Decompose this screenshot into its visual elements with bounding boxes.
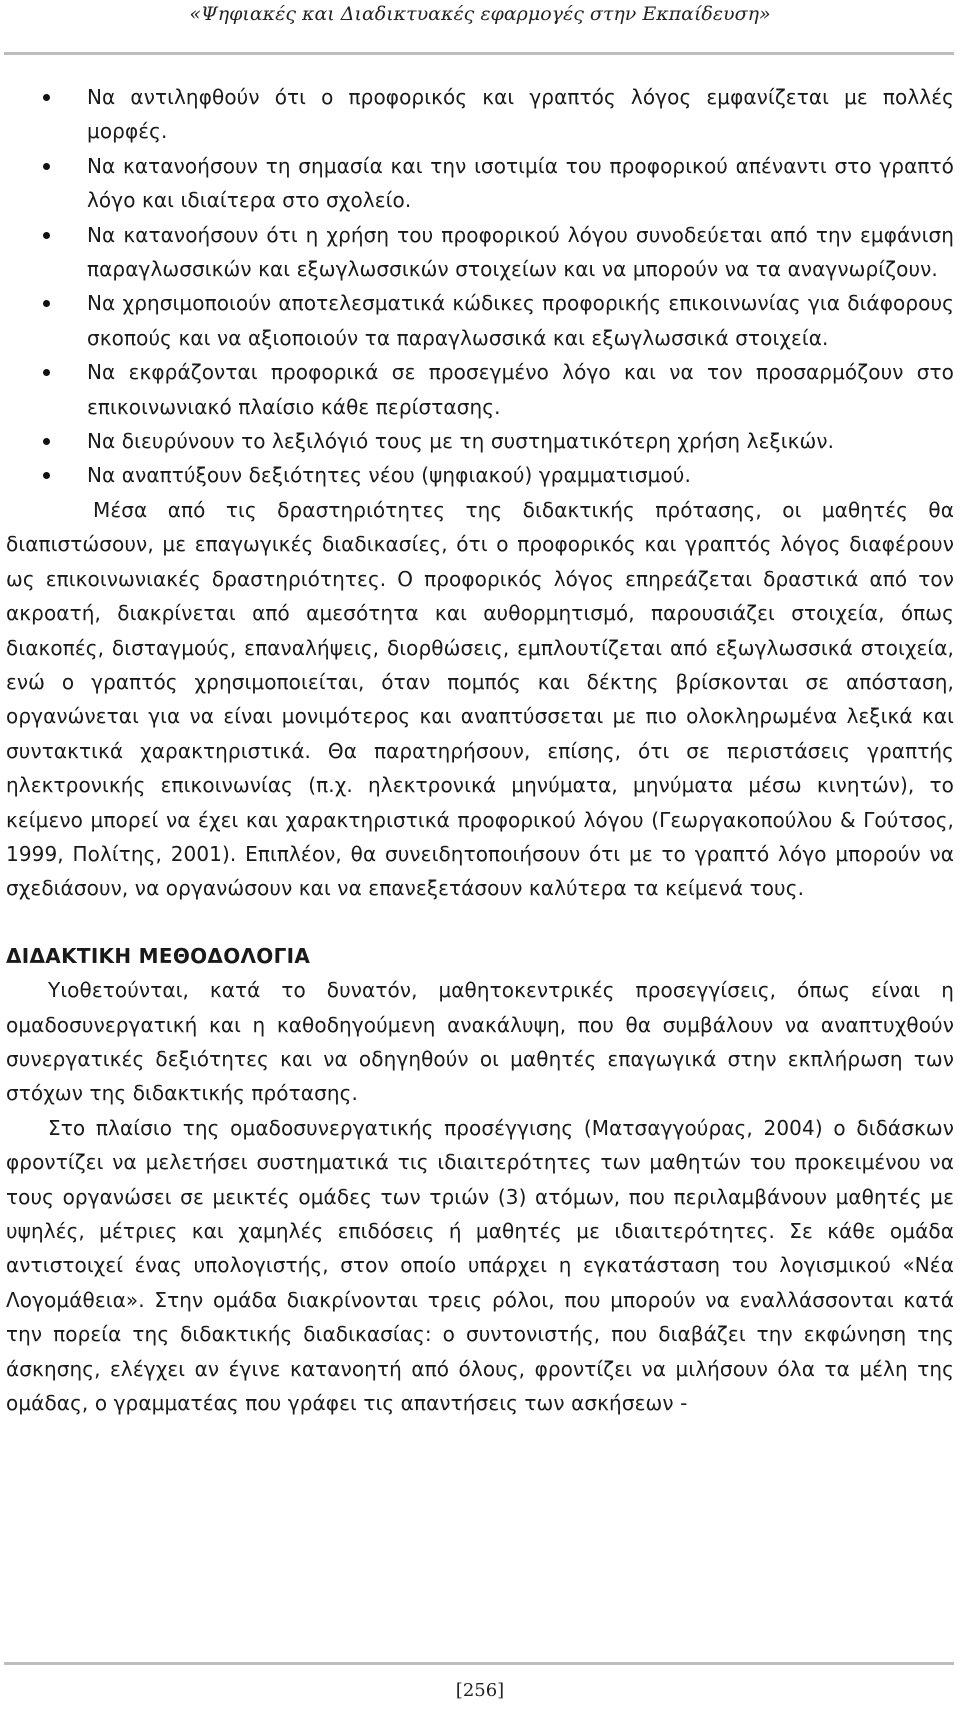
bullet-icon bbox=[43, 369, 50, 376]
list-item bbox=[6, 355, 954, 424]
page-number: [256] bbox=[455, 1680, 505, 1701]
list-item bbox=[6, 458, 954, 492]
bullet-icon bbox=[43, 472, 50, 479]
list-item-text: Να αντιληφθούν ότι ο προφορικός και γραπτός λόγος εμφανίζεται με πολλές μορφές. bbox=[87, 85, 954, 144]
page-content bbox=[6, 80, 954, 1420]
list-item-text: Να διευρύνουν το λεξιλόγιό τους με τη συστηματικότερη χρήση λεξικών. bbox=[87, 429, 835, 454]
bullet-icon bbox=[43, 300, 50, 307]
footer-divider bbox=[4, 1662, 954, 1665]
list-item bbox=[6, 218, 954, 287]
bullet-icon bbox=[43, 163, 50, 170]
list-item bbox=[6, 286, 954, 355]
header-divider bbox=[4, 52, 954, 55]
list-item-text: Να αναπτύξουν δεξιότητες νέου (ψηφιακού) γραμματισμού. bbox=[87, 463, 691, 488]
intro-paragraph: Μέσα από τις δραστηριότητες της διδακτικής πρότασης, οι μαθητές θα διαπιστώσουν, με επαγωγικές διαδικασίες, ότι ο προφορικός και γραπτός λόγος διαφέρουν ως επικοινωνιακές δραστηριότητες. Ο προφορικός λόγος επηρεάζεται δραστικά από τον ακροατή, διακρίνεται από αμεσότητα και αυθορμητισμό, παρουσιάζει στοιχεία, όπως διακοπές, δισταγμούς, επαναλήψεις, διορθώσεις, εμπλουτίζεται από εξωγλωσσικά στοιχεία, ενώ ο γραπτός χρησιμοποιείται, όταν πομπός και δέκτης βρίσκονται σε απόσταση, οργανώνεται για να είναι μονιμότερος και αναπτύσσεται με πιο ολοκληρωμένα λεξικά και συντακτικά χαρακτηριστικά. Θα παρατηρήσουν, επίσης, ότι σε περιστάσεις γραπτής ηλεκτρονικής επικοινωνίας (π.χ. ηλεκτρονικά μηνύματα, μηνύματα μέσω κινητών), το κείμενο μπορεί να έχει και χαρακτηριστικά προφορικού λόγου (Γεωργακοπούλου & Γούτσος, 1999, Πολίτης, 2001). Επιπλέον, θα συνειδητοποιήσουν ότι με το γραπτό λόγο μπορούν να σχεδιάσουν, να οργανώσουν και να επανεξετάσουν καλύτερα τα κείμενά τους. bbox=[6, 497, 954, 901]
page-header bbox=[0, 0, 960, 56]
bullet-icon bbox=[43, 438, 50, 445]
list-item bbox=[6, 80, 954, 149]
list-item bbox=[6, 149, 954, 218]
list-item-text: Να κατανοήσουν τη σημασία και την ισοτιμία του προφορικού απέναντι στο γραπτό λόγο και ιδιαίτερα στο σχολείο. bbox=[87, 153, 954, 213]
list-item-text: Να κατανοήσουν ότι η χρήση του προφορικού λόγου συνοδεύεται από την εμφάνιση παραγλωσσικών και εξωγλωσσικών στοιχείων και να μπορούν να τα αναγνωρίζουν. bbox=[87, 222, 954, 282]
list-item-text: Να χρησιμοποιούν αποτελεσματικά κώδικες προφορικής επικοινωνίας για διάφορους σκοπούς και να αξιοποιούν τα παραγλωσσικά και εξωγλωσσικά στοιχεία. bbox=[87, 291, 954, 350]
running-header-title: «Ψηφιακές και Διαδικτυακές εφαρμογές στην Εκπαίδευση» bbox=[189, 3, 771, 25]
bullet-icon bbox=[43, 94, 50, 101]
bullet-icon bbox=[43, 232, 50, 239]
methodology-paragraph-2: Στο πλαίσιο της ομαδοσυνεργατικής προσέγγισης (Ματσαγγούρας, 2004) ο διδάσκων φροντίζει να μελετήσει συστηματικά τις ιδιαιτερότητες των μαθητών του προκειμένου να τους οργανώσει σε μεικτές ομάδες των τριών (3) ατόμων, που περιλαμβάνουν μαθητές με υψηλές, μέτριες και χαμηλές επιδόσεις ή μαθητές με ιδιαιτερότητες. Σε κάθε ομάδα αντιστοιχεί ένας υπολογιστής, στον οποίο υπάρχει η εγκατάσταση του λογισμικού «Νέα Λογομάθεια». Στην ομάδα διακρίνονται τρεις ρόλοι, που μπορούν να εναλλάσσονται κατά την πορεία της διδακτικής διαδικασίας: ο συντονιστής, που διαβάζει την εκφώνηση της άσκησης, ελέγχει αν έγινε κατανοητή από όλους, φροντίζει να μιλήσουν όλα τα μέλη της ομάδας, ο γραμματέας που γράφει τις απαντήσεις των ασκήσεων - bbox=[6, 1115, 954, 1416]
methodology-paragraph-1: Υιοθετούνται, κατά το δυνατόν, μαθητοκεντρικές προσεγγίσεις, όπως είναι η ομαδοσυνεργατική και η καθοδηγούμενη ανακάλυψη, που θα συμβάλουν να αναπτυχθούν συνεργατικές δεξιότητες και να οδηγηθούν οι μαθητές επαγωγικά στην εκπλήρωση των στόχων της διδακτικής πρότασης. bbox=[6, 978, 954, 1106]
list-item-text: Να εκφράζονται προφορικά σε προσεγμένο λόγο και να τον προσαρμόζουν στο επικοινωνιακό πλαίσιο κάθε περίστασης. bbox=[87, 360, 954, 419]
learning-goals-list bbox=[6, 80, 954, 493]
list-item bbox=[6, 424, 954, 458]
section-heading: ΔΙΔΑΚΤΙΚΗ ΜΕΘΟΔΟΛΟΓΙΑ bbox=[6, 943, 311, 968]
